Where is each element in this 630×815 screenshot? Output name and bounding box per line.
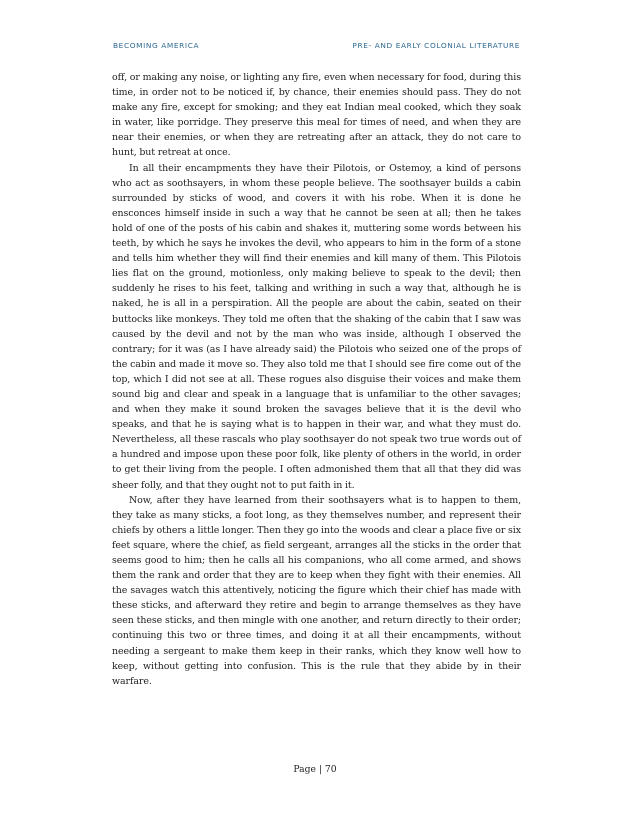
paragraph: In all their encampments they have their Pilotois, or Ostemoy, a kind of persons who act as soothsayers, in whom these people believe. The soothsayer builds a cabin surrounded by sticks of wood, and covers it with his robe. When it is done he ensconces himself inside in such a way that he cannot be seen at all; then he takes hold of one of the posts of his cabin and shakes it, muttering some words between his teeth, by which he says he invokes the devil, who appears to him in the form of a stone and tells him whether they will find their enemies and kill many of them. This Pilotois lies flat on the ground, motionless, only making believe to speak to the devil; then suddenly he rises to his feet, talking and writhing in such a way that, although he is naked, he is all in a perspiration. All the people are about the cabin, seated on their buttocks like monkeys. They told me often that the shaking of the cabin that I saw was caused by the devil and not by the man who was inside, although I observed the contrary; for it was (as I have already said) the Pilotois who seized one of the props of the cabin and made it move so. They also told me that I should see fire come out of the top, which I did not see at all. These rogues also disguise their voices and make them sound big and clear and speak in a language that is unfamiliar to the other savages; and when they make it sound broken the savages believe that it is the devil who speaks, and that he is saying what is to happen in their war, and what they must do. Nevertheless, all these rascals who play soothsayer do not speak two true words out of a hundred and impose upon these poor folk, like plenty of others in the world, in order to get their living from the people. I often admonished them that all that they did was sheer folly, and that they ought not to put faith in it.: [112, 162, 521, 491]
header-section-title: PRE- AND EARLY COLONIAL LITERATURE: [352, 41, 520, 50]
paragraph: off, or making any noise, or lighting any fire, even when necessary for food, during this time, in order not to be noticed if, by chance, their enemies should pass. They do not make any fire, except for smoking; and they eat Indian meal cooked, which they soak in water, like porridge. They preserve this meal for times of need, and when they are near their enemies, or when they are retreating after an attack, they do not care to hunt, but retreat at once.: [112, 72, 521, 159]
paragraph: Now, after they have learned from their soothsayers what is to happen to them, they take as many sticks, a foot long, as they themselves number, and represent their chiefs by others a little longer. Then they go into the woods and clear a place five or six feet square, where the chief, as field sergeant, arranges all the sticks in the order that seems good to him; then he calls all his companions, who all come armed, and shows them the rank and order that they are to keep when they fight with their enemies. All the savages watch this attentively, noticing the figure which their chief has made with these sticks, and afterward they retire and begin to arrange themselves as they have seen these sticks, and then mingle with one another, and return directly to their order; continuing this two or three times, and doing it at all their encampments, without needing a sergeant to make them keep in their ranks, which they know well how to keep, without getting into confusion. This is the rule that they abide by in their warfare.: [112, 494, 521, 687]
body-text: [112, 70, 521, 689]
page-number: Page | 70: [293, 764, 337, 775]
running-header: [113, 41, 520, 50]
header-book-title: BECOMING AMERICA: [113, 41, 200, 50]
